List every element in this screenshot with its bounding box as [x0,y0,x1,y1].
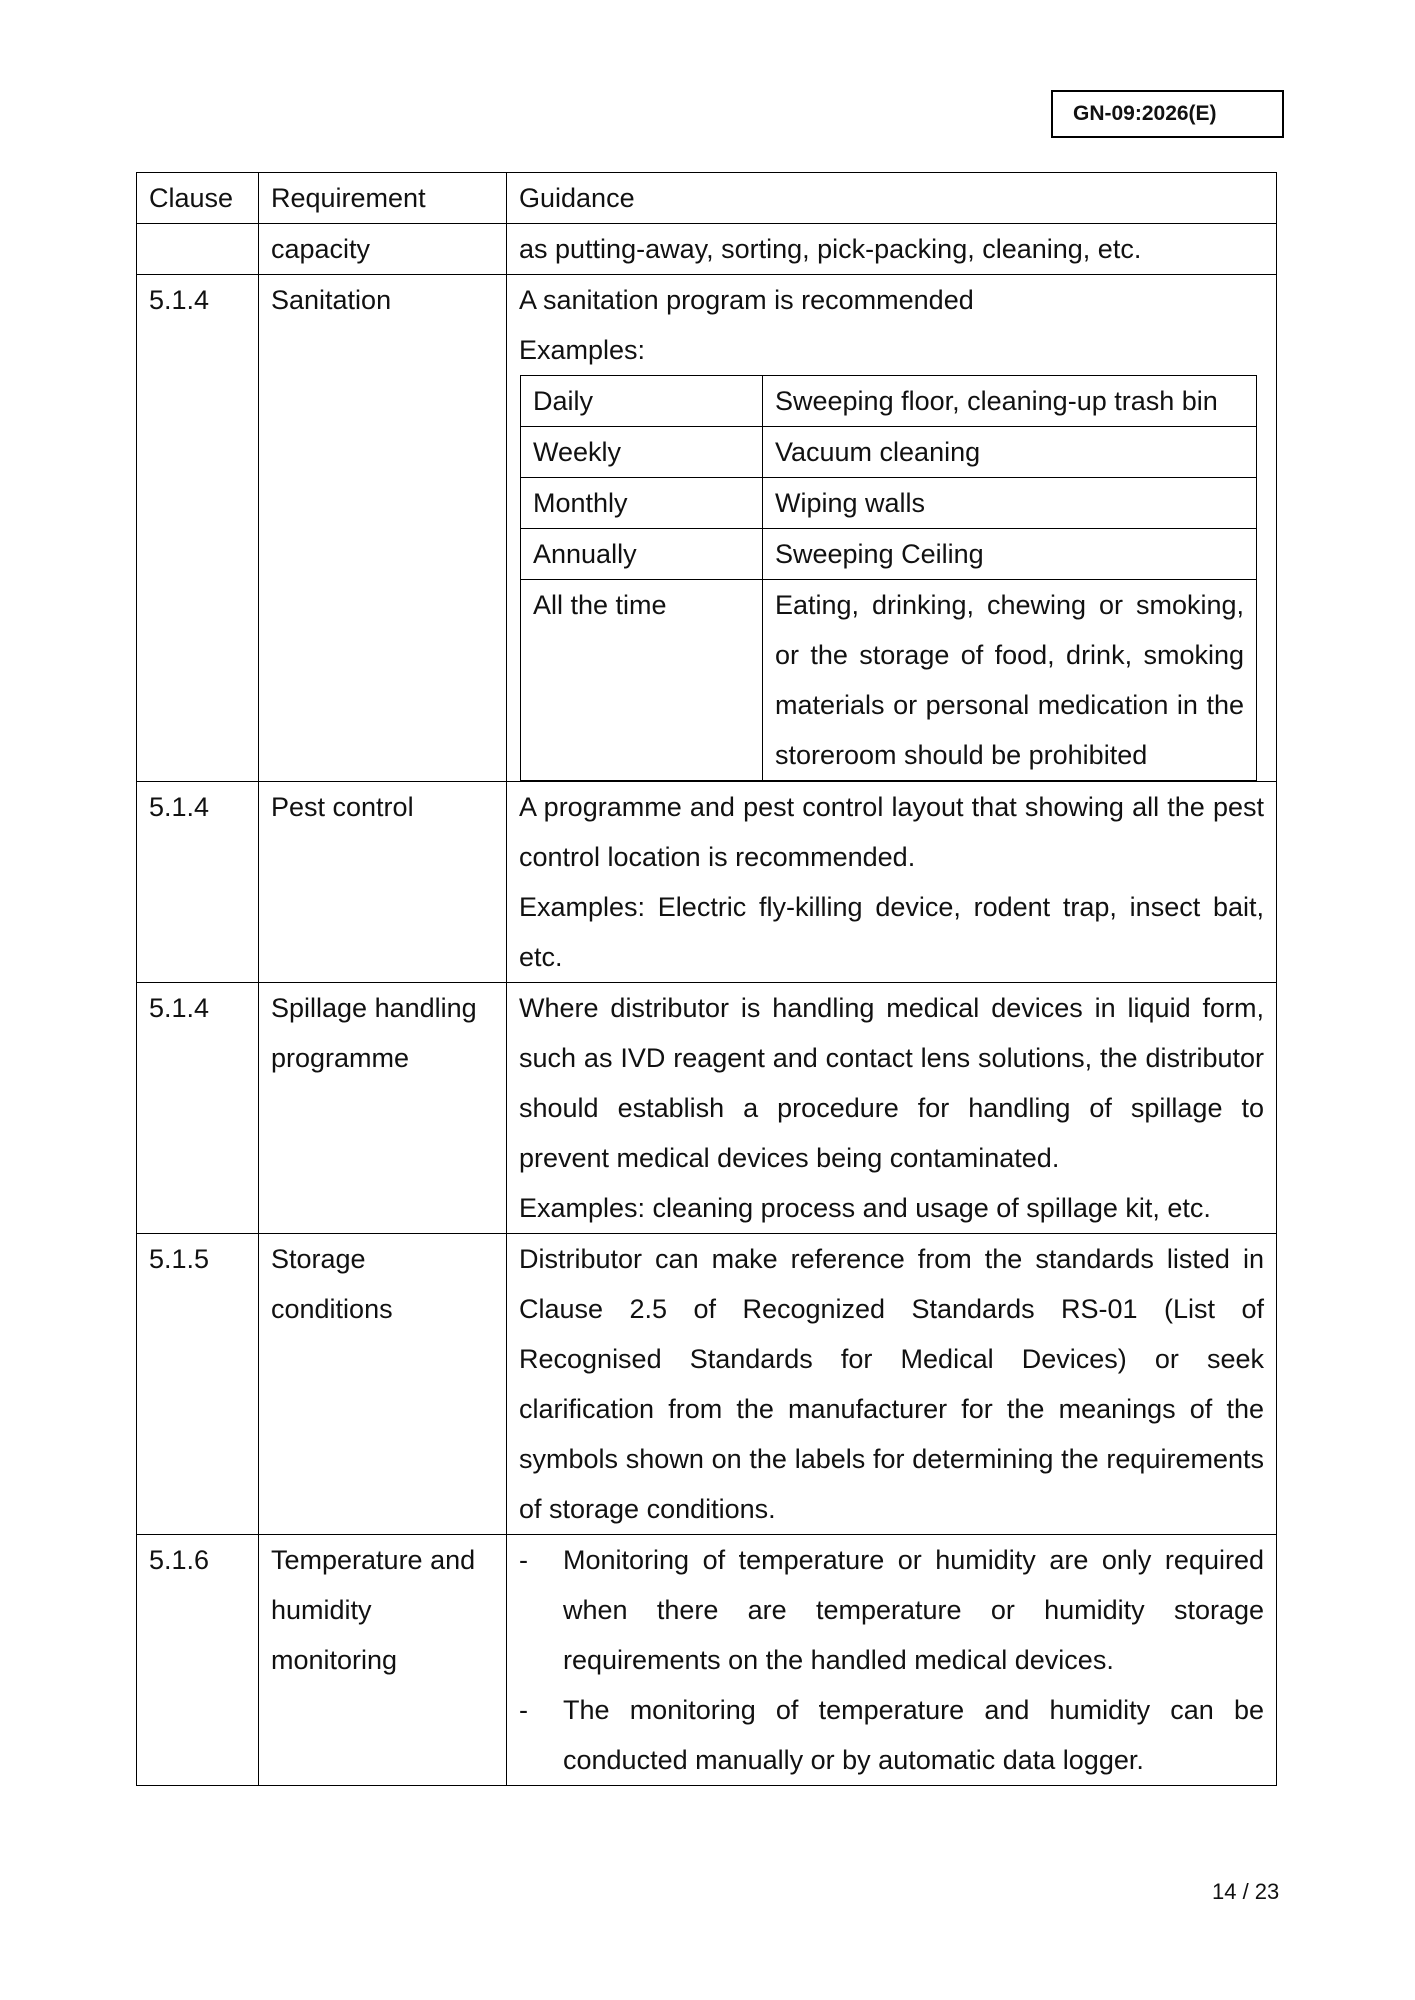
frequency-cell: Daily [521,376,763,427]
requirement-cell: Temperature and humidity monitoring [259,1535,507,1786]
table-row-spillage [137,983,1277,1234]
sanitation-schedule-table [520,375,1257,781]
header-clause: Clause [137,173,259,224]
clause-cell: 5.1.4 [137,983,259,1234]
table-row-storage [137,1234,1277,1535]
frequency-cell: All the time [521,580,763,781]
frequency-cell: Weekly [521,427,763,478]
requirement-cell: capacity [259,224,507,275]
guidance-table [136,172,1277,1786]
table-row-sanitation [137,275,1277,782]
clause-cell: 5.1.6 [137,1535,259,1786]
guidance-cell [507,1535,1277,1786]
bullet-mark: - [519,1545,528,1575]
requirement-cell: Storage conditions [259,1234,507,1535]
table-header-row [137,173,1277,224]
requirement-cell: Spillage handling programme [259,983,507,1234]
document-id: GN-09:2026(E) [1051,90,1284,138]
bullet-text: Monitoring of temperature or humidity are only required when there are temperature or humidity storage requirements on the handled medical devices. [563,1545,1264,1675]
task-cell: Vacuum cleaning [763,427,1257,478]
guidance-paragraph: A programme and pest control layout that showing all the pest control location is recommended. [519,792,1264,872]
task-cell: Eating, drinking, chewing or smoking, or the storage of food, drink, smoking materials or personal medication in the storeroom should be prohibited [763,580,1257,781]
clause-cell [137,224,259,275]
sanitation-intro: A sanitation program is recommended [519,285,974,315]
bullet-item [519,1685,1264,1785]
requirement-cell: Pest control [259,782,507,983]
schedule-row [521,580,1257,781]
table-row [137,224,1277,275]
clause-cell: 5.1.5 [137,1234,259,1535]
bullet-item [519,1535,1264,1685]
table-row-temperature [137,1535,1277,1786]
table-row-pest-control [137,782,1277,983]
frequency-cell: Monthly [521,478,763,529]
task-cell: Sweeping floor, cleaning-up trash bin [763,376,1257,427]
guidance-cell: Distributor can make reference from the standards listed in Clause 2.5 of Recognized Standards RS-01 (List of Recognised Standards for Medical Devices) or seek clarification from the manufacturer for the meanings of the symbols shown on the labels for determining the requirements of storage conditions. [507,1234,1277,1535]
header-requirement: Requirement [259,173,507,224]
page-number: 14 / 23 [1212,1879,1280,1904]
guidance-paragraph: Where distributor is handling medical devices in liquid form, such as IVD reagent and contact lens solutions, the distributor should establish a procedure for handling of spillage to prevent medical devices being contaminated. [519,993,1264,1173]
bullet-text: The monitoring of temperature and humidity can be conducted manually or by automatic data logger. [563,1695,1264,1775]
task-cell: Wiping walls [763,478,1257,529]
guidance-cell [507,275,1277,782]
guidance-examples: Examples: cleaning process and usage of spillage kit, etc. [519,1193,1211,1223]
bullet-mark: - [519,1695,528,1725]
schedule-row [521,529,1257,580]
header-guidance: Guidance [507,173,1277,224]
guidance-examples: Examples: Electric fly-killing device, rodent trap, insect bait, etc. [519,892,1264,972]
schedule-row [521,478,1257,529]
requirement-cell: Sanitation [259,275,507,782]
clause-cell: 5.1.4 [137,275,259,782]
task-cell: Sweeping Ceiling [763,529,1257,580]
examples-label: Examples: [519,335,646,365]
schedule-row [521,376,1257,427]
schedule-row [521,427,1257,478]
frequency-cell: Annually [521,529,763,580]
clause-cell: 5.1.4 [137,782,259,983]
guidance-cell: as putting-away, sorting, pick-packing, cleaning, etc. [507,224,1277,275]
guidance-cell [507,983,1277,1234]
guidance-cell [507,782,1277,983]
